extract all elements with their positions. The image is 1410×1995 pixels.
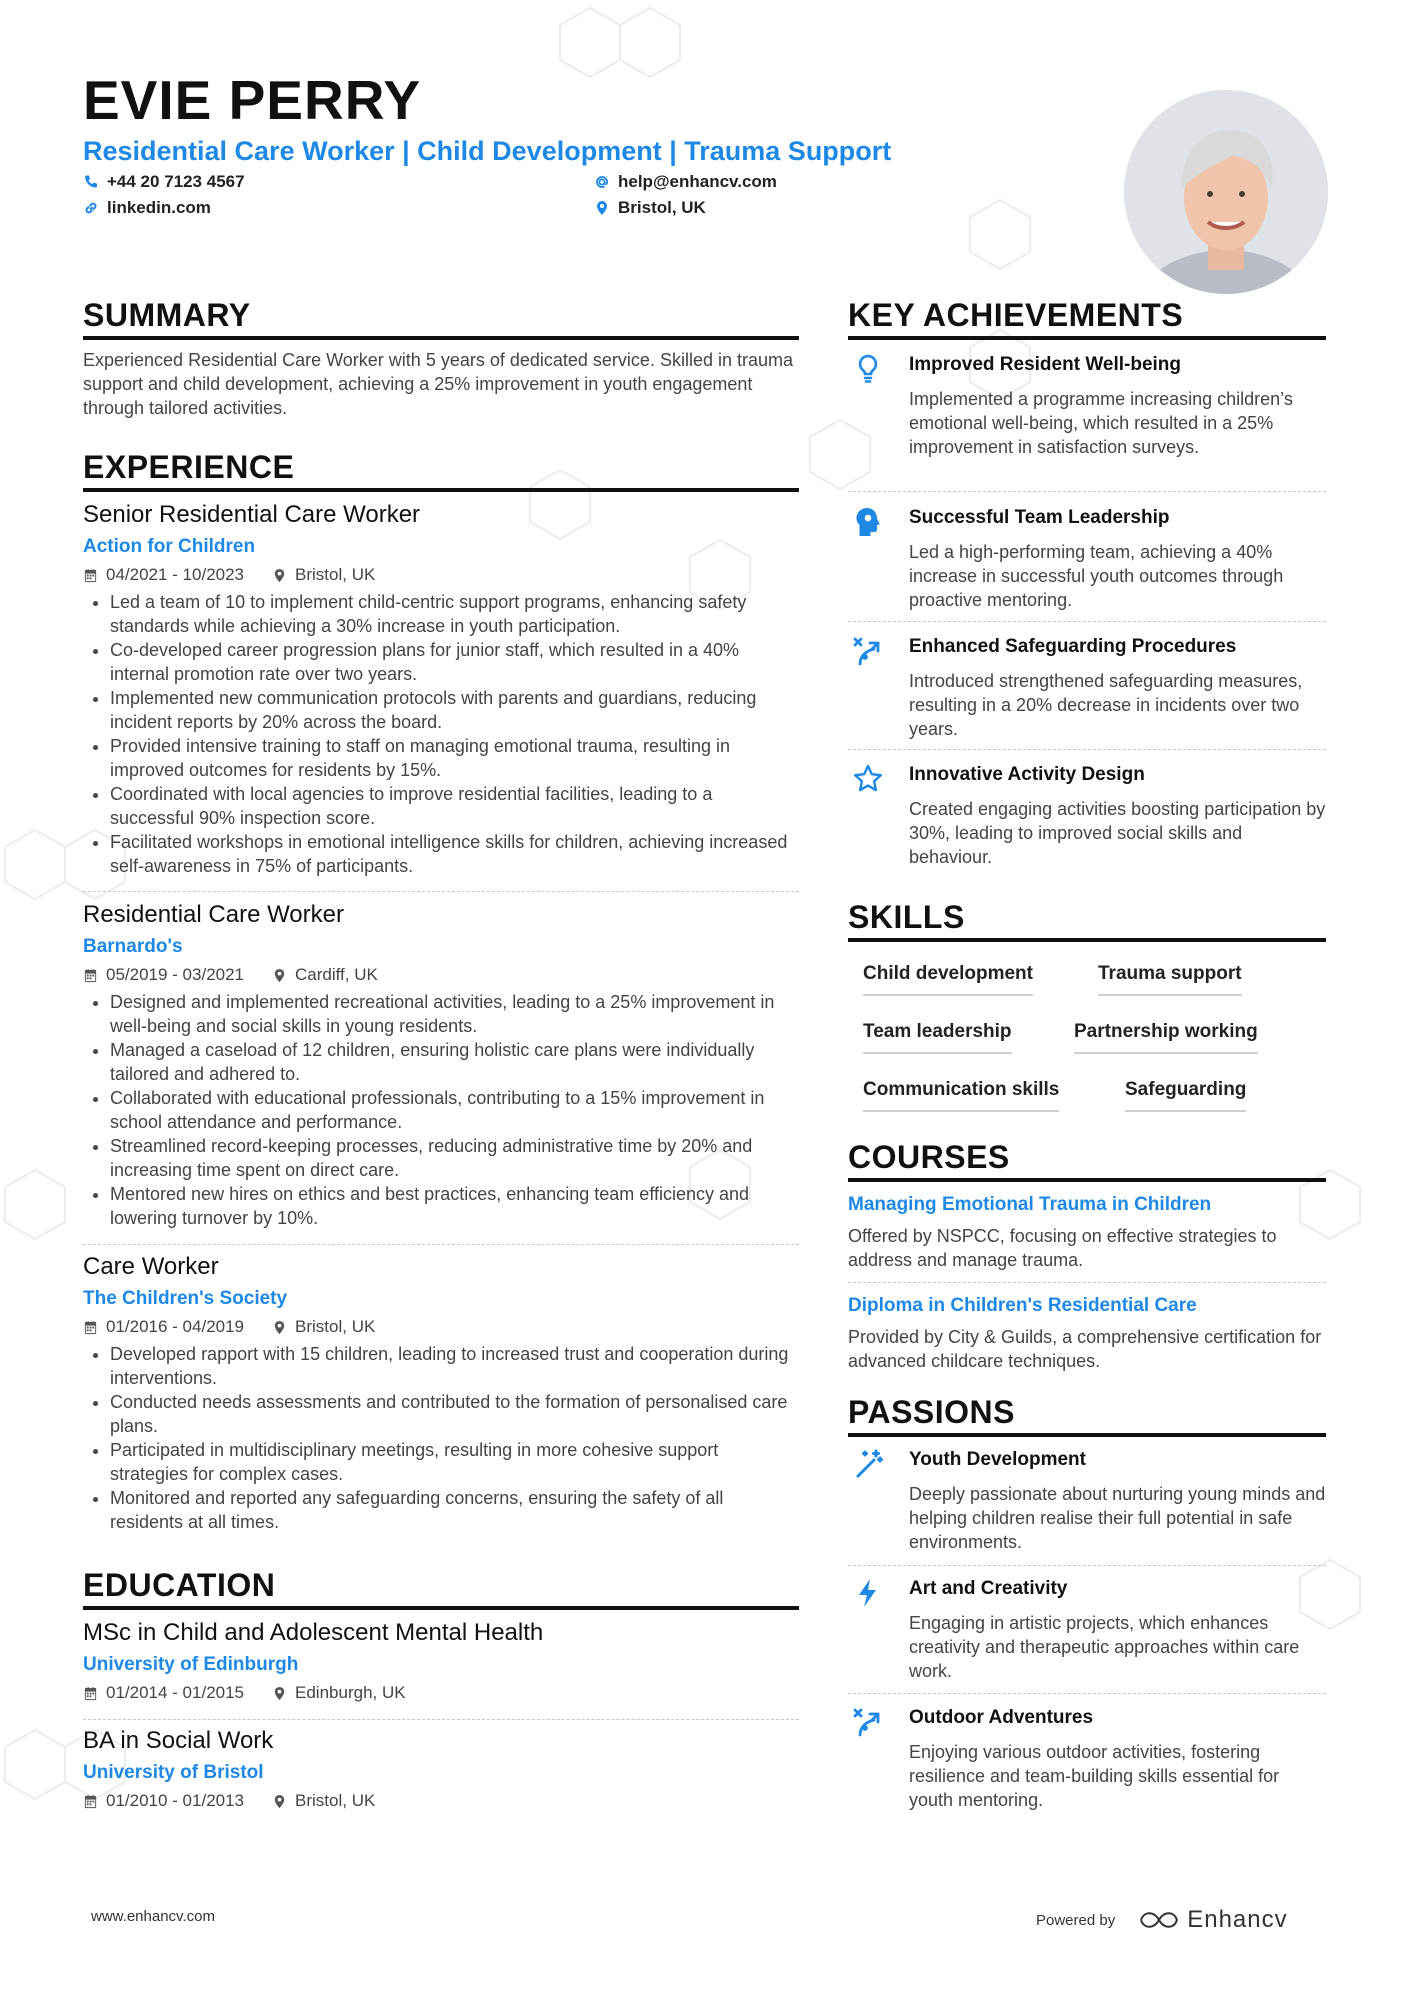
summary-heading: SUMMARY xyxy=(83,296,799,340)
skill-tag: Communication skills xyxy=(863,1078,1059,1112)
divider xyxy=(848,1565,1326,1566)
passion-text: Deeply passionate about nurturing young minds and helping children realise their full potential in safe environments. xyxy=(909,1484,1326,1552)
powered-by-text: Powered by xyxy=(1036,1911,1116,1929)
bullet-item: • Streamlined record-keeping processes, reducing administrative time by 20% and increasing time spent on direct care. xyxy=(110,1134,799,1182)
candidate-name: EVIE PERRY xyxy=(83,69,422,131)
summary-text: Experienced Residential Care Worker with 5 years of dedicated service. Skilled in trauma support and child development, achieving a 25% improvement in youth engagement through tailored activities. xyxy=(83,350,793,418)
linkedin-text: linkedin.com xyxy=(107,198,211,217)
passions-section xyxy=(848,1393,1326,1437)
email-contact[interactable] xyxy=(594,171,777,193)
headline: Residential Care Worker | Child Development | Trauma Support xyxy=(83,136,892,166)
strategy-icon xyxy=(852,635,884,667)
divider xyxy=(848,1693,1326,1694)
passion-title: Outdoor Adventures xyxy=(909,1707,1094,1728)
job-location: Bristol, UK xyxy=(295,565,376,584)
lightbulb-icon xyxy=(852,353,884,385)
achievement-item xyxy=(848,763,1326,869)
education-location: Edinburgh, UK xyxy=(295,1683,406,1702)
achievement-title: Improved Resident Well-being xyxy=(909,354,1182,375)
job-title: Residential Care Worker xyxy=(83,901,344,928)
divider xyxy=(848,491,1326,492)
skill-tag: Trauma support xyxy=(1098,962,1242,996)
passion-title: Art and Creativity xyxy=(909,1578,1068,1599)
bullet-item: • Mentored new hires on ethics and best practices, enhancing team efficiency and lowering turnover by 10%. xyxy=(110,1182,799,1230)
education-item xyxy=(83,1618,799,1704)
experience-heading: EXPERIENCE xyxy=(83,448,799,492)
magic-wand-icon xyxy=(852,1448,884,1480)
achievement-title: Successful Team Leadership xyxy=(909,507,1170,528)
calendar-icon xyxy=(83,1320,98,1335)
phone-contact[interactable] xyxy=(83,171,245,193)
brand-name: Enhancv xyxy=(1187,1906,1288,1933)
achievement-item xyxy=(848,635,1326,741)
job-dates: 01/2016 - 04/2019 xyxy=(106,1317,245,1336)
profile-photo xyxy=(1124,90,1328,294)
strategy-icon xyxy=(852,1706,884,1738)
achievements-heading: KEY ACHIEVEMENTS xyxy=(848,296,1326,340)
location-text: Bristol, UK xyxy=(618,198,706,217)
job-meta xyxy=(83,1316,799,1338)
education-dates: 01/2014 - 01/2015 xyxy=(106,1683,245,1702)
calendar-icon xyxy=(83,968,98,983)
achievement-title: Innovative Activity Design xyxy=(909,764,1145,785)
job-bullets xyxy=(83,990,799,1230)
location-pin-icon xyxy=(272,1686,287,1701)
passion-item xyxy=(848,1577,1326,1683)
experience-item xyxy=(83,500,799,878)
location-pin-icon xyxy=(272,1320,287,1335)
achievement-text: Implemented a programme increasing children’s emotional well-being, which resulted in a 25% improvement in satisfaction surveys. xyxy=(909,389,1293,457)
education-section xyxy=(83,1566,799,1610)
linkedin-contact[interactable] xyxy=(83,197,211,219)
calendar-icon xyxy=(83,568,98,583)
summary-section xyxy=(83,296,799,420)
job-title: Care Worker xyxy=(83,1253,219,1280)
education-meta xyxy=(83,1790,799,1812)
bullet-item: • Led a team of 10 to implement child-centric support programs, enhancing safety standards while achieving a 30% increase in youth participation. xyxy=(110,590,799,638)
bullet-item: • Collaborated with educational professionals, contributing to a 15% improvement in school attendance and performance. xyxy=(110,1086,799,1134)
course-title[interactable]: Managing Emotional Trauma in Children xyxy=(848,1194,1212,1215)
education-item xyxy=(83,1726,799,1812)
bullet-item: • Developed rapport with 15 children, leading to increased trust and cooperation during interventions. xyxy=(110,1342,799,1390)
achievement-text: Led a high-performing team, achieving a 40% increase in successful youth outcomes through proactive mentoring. xyxy=(909,542,1284,610)
course-title[interactable]: Diploma in Children's Residential Care xyxy=(848,1295,1197,1316)
divider xyxy=(848,1282,1326,1283)
passion-item xyxy=(848,1448,1326,1554)
star-icon xyxy=(852,763,884,795)
job-dates: 05/2019 - 03/2021 xyxy=(106,965,245,984)
passion-text: Enjoying various outdoor activities, fostering resilience and team-building skills essential for youth mentoring. xyxy=(909,1742,1280,1810)
courses-section xyxy=(848,1138,1326,1373)
achievement-text: Introduced strengthened safeguarding measures, resulting in a 20% decrease in incidents over two years. xyxy=(909,671,1303,739)
calendar-icon xyxy=(83,1686,98,1701)
divider xyxy=(83,891,799,892)
achievement-item xyxy=(848,353,1326,459)
course-text: Provided by City & Guilds, a comprehensive certification for advanced childcare techniques. xyxy=(848,1327,1322,1371)
company-name[interactable]: Barnardo's xyxy=(83,936,183,957)
at-icon xyxy=(594,174,610,190)
link-icon xyxy=(83,200,99,216)
passion-title: Youth Development xyxy=(909,1449,1086,1470)
enhancv-logo[interactable] xyxy=(1139,1906,1287,1934)
company-name[interactable]: The Children's Society xyxy=(83,1288,288,1309)
divider xyxy=(83,1244,799,1245)
divider xyxy=(848,621,1326,622)
bullet-item: • Conducted needs assessments and contributed to the formation of personalised care plans. xyxy=(110,1390,799,1438)
email-text: help@enhancv.com xyxy=(618,172,777,191)
bullet-item: • Managed a caseload of 12 children, ensuring holistic care plans were individually tailored and adhered to. xyxy=(110,1038,799,1086)
skill-tag: Team leadership xyxy=(863,1020,1012,1054)
course-text: Offered by NSPCC, focusing on effective strategies to address and manage trauma. xyxy=(848,1226,1277,1270)
courses-heading: COURSES xyxy=(848,1138,1326,1182)
bullet-item: • Designed and implemented recreational activities, leading to a 25% improvement in well-being and social skills in young residents. xyxy=(110,990,799,1038)
location-pin-icon xyxy=(272,568,287,583)
course-item xyxy=(848,1192,1326,1272)
head-icon xyxy=(852,506,884,538)
degree-title: MSc in Child and Adolescent Mental Health xyxy=(83,1619,544,1646)
job-title: Senior Residential Care Worker xyxy=(83,501,421,528)
achievement-item xyxy=(848,506,1326,612)
course-item xyxy=(848,1293,1326,1373)
achievements-section xyxy=(848,296,1326,340)
education-heading: EDUCATION xyxy=(83,1566,799,1610)
location-pin-icon xyxy=(272,1794,287,1809)
passions-heading: PASSIONS xyxy=(848,1393,1326,1437)
achievement-title: Enhanced Safeguarding Procedures xyxy=(909,636,1237,657)
job-bullets xyxy=(83,590,799,878)
bullet-item: • Implemented new communication protocols with parents and guardians, reducing incident reports by 20% across the board. xyxy=(110,686,799,734)
skill-tag: Child development xyxy=(863,962,1033,996)
job-location: Bristol, UK xyxy=(295,1317,376,1336)
job-dates: 04/2021 - 10/2023 xyxy=(106,565,245,584)
education-dates: 01/2010 - 01/2013 xyxy=(106,1791,245,1810)
education-meta xyxy=(83,1682,799,1704)
experience-item xyxy=(83,1252,799,1534)
skills-section xyxy=(848,898,1326,942)
location-pin-icon xyxy=(272,968,287,983)
lightning-icon xyxy=(852,1577,884,1609)
experience-section xyxy=(83,448,799,492)
calendar-icon xyxy=(83,1794,98,1809)
skill-tag: Safeguarding xyxy=(1125,1078,1246,1112)
experience-item xyxy=(83,900,799,1230)
school-name[interactable]: University of Bristol xyxy=(83,1762,264,1783)
phone-icon xyxy=(83,174,99,190)
enhancv-logo-icon xyxy=(1139,1910,1179,1930)
passion-item xyxy=(848,1706,1326,1812)
footer-website[interactable]: www.enhancv.com xyxy=(91,1908,215,1925)
school-name[interactable]: University of Edinburgh xyxy=(83,1654,299,1675)
job-meta xyxy=(83,564,799,586)
skills-heading: SKILLS xyxy=(848,898,1326,942)
bullet-item: • Co-developed career progression plans for junior staff, which resulted in a 40% internal promotion rate over two years. xyxy=(110,638,799,686)
company-name[interactable]: Action for Children xyxy=(83,536,256,557)
job-meta xyxy=(83,964,799,986)
skill-tag: Partnership working xyxy=(1074,1020,1258,1054)
job-location: Cardiff, UK xyxy=(295,965,378,984)
divider xyxy=(848,749,1326,750)
bullet-item: • Coordinated with local agencies to improve residential facilities, leading to a successful 90% inspection score. xyxy=(110,782,799,830)
footer-branding xyxy=(1036,1906,1288,1934)
bullet-item: • Provided intensive training to staff on managing emotional trauma, resulting in improved outcomes for residents by 15%. xyxy=(110,734,799,782)
passion-text: Engaging in artistic projects, which enhances creativity and therapeutic approaches within care work. xyxy=(909,1613,1300,1681)
job-bullets xyxy=(83,1342,799,1534)
degree-title: BA in Social Work xyxy=(83,1727,274,1754)
divider xyxy=(83,1719,799,1720)
bullet-item: • Participated in multidisciplinary meetings, resulting in more cohesive support strategies for complex cases. xyxy=(110,1438,799,1486)
location-pin-icon xyxy=(594,200,610,216)
location-contact xyxy=(594,197,706,219)
bullet-item: • Facilitated workshops in emotional intelligence skills for children, achieving increased self-awareness in 75% of participants. xyxy=(110,830,799,878)
education-location: Bristol, UK xyxy=(295,1791,376,1810)
phone-text: +44 20 7123 4567 xyxy=(107,172,245,191)
achievement-text: Created engaging activities boosting participation by 30%, leading to improved social skills and behaviour. xyxy=(909,799,1326,867)
bullet-item: • Monitored and reported any safeguarding concerns, ensuring the safety of all residents at all times. xyxy=(110,1486,799,1534)
